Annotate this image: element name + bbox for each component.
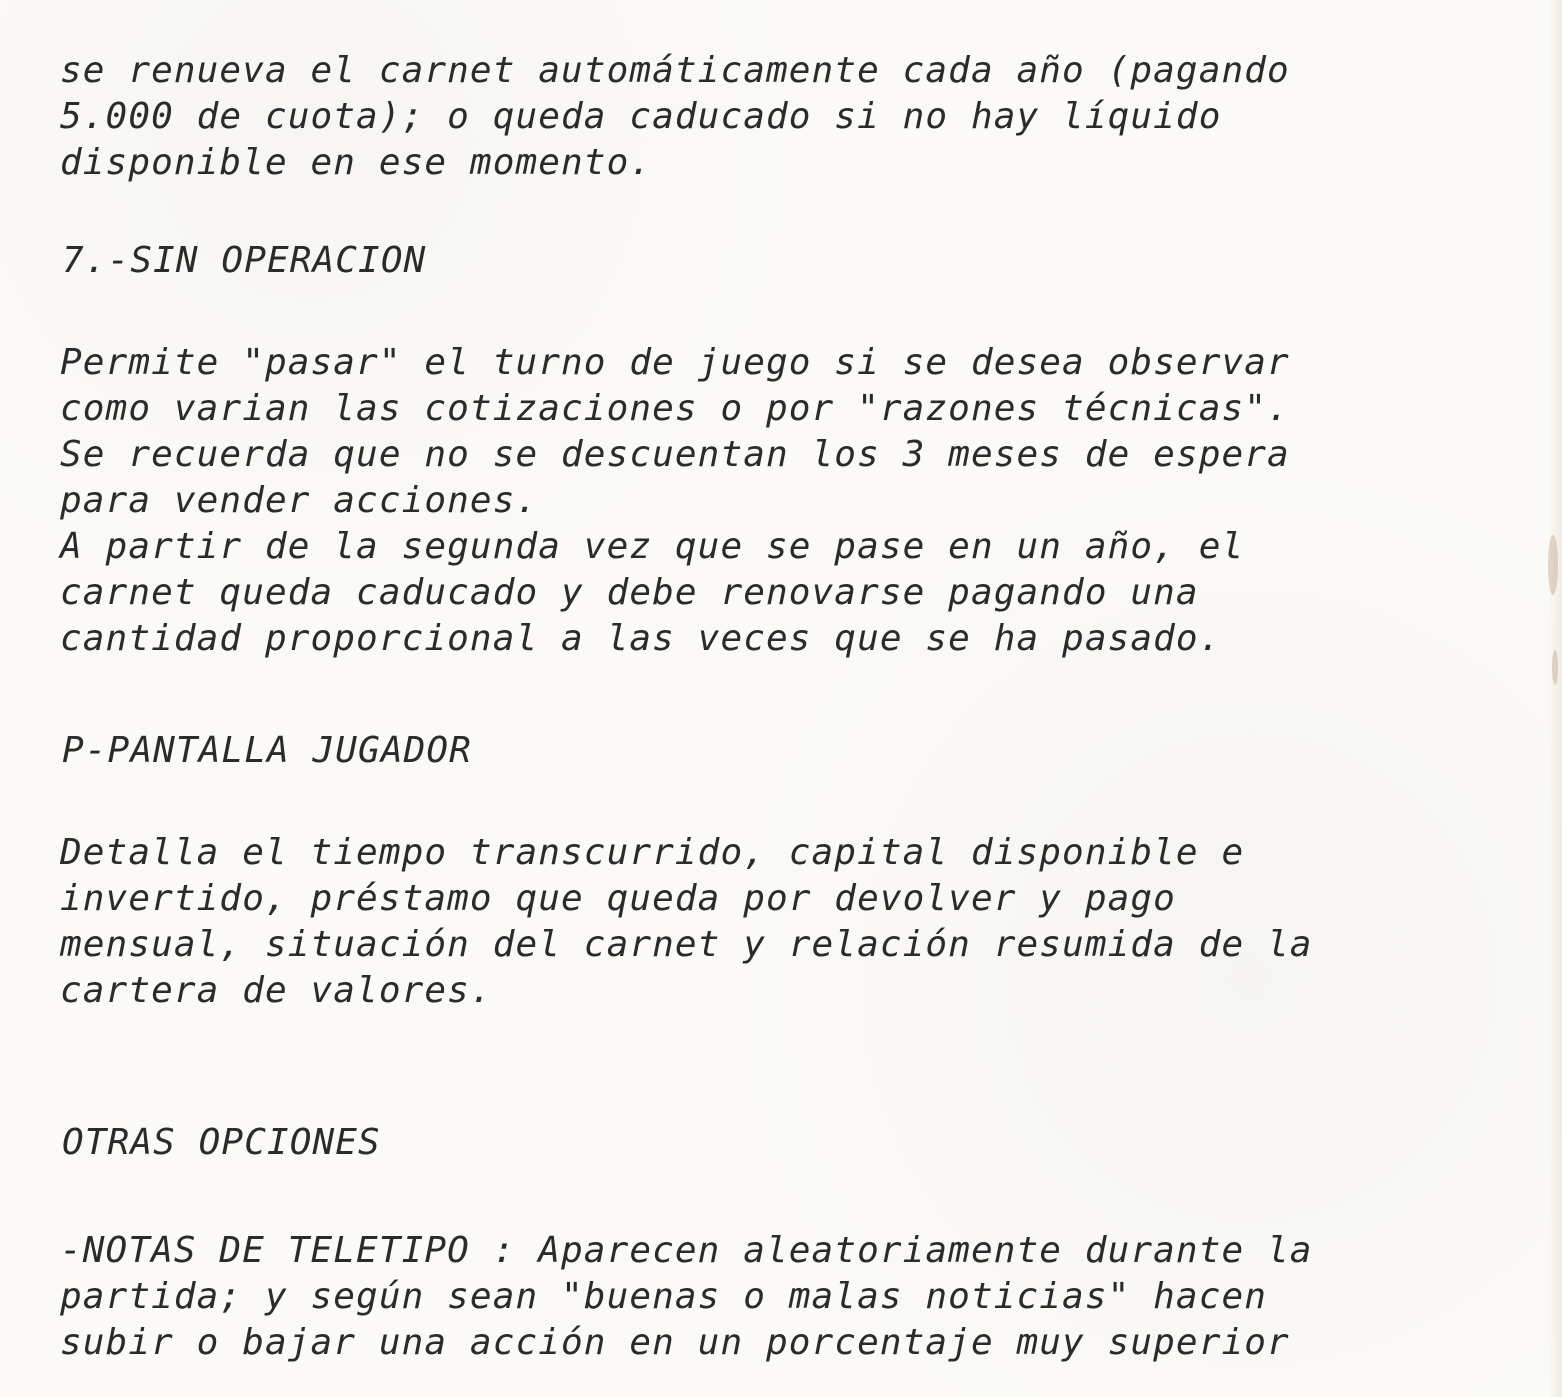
heading-sin-operacion: 7.-SIN OPERACION (62, 240, 427, 281)
page-edge (1548, 0, 1562, 1397)
paragraph-carnet-renewal: se renueva el carnet automáticamente cada año (pagando 5.000 de cuota); o queda caducado si no hay líquido disponible en ese momento. (60, 50, 1290, 183)
paragraph-notas-teletipo: -NOTAS DE TELETIPO : Aparecen aleatoriamente durante la partida; y según sean "buenas o malas noticias" hacen subir o bajar una acción en un porcentaje muy superior (60, 1230, 1313, 1363)
heading-pantalla-jugador: P-PANTALLA JUGADOR (62, 730, 472, 771)
paper-stain (1552, 650, 1558, 685)
paragraph-sin-operacion: Permite "pasar" el turno de juego si se desea observar como varian las cotizaciones o por "razones técnicas". Se recuerda que no se descuentan los 3 meses de espera para vender acciones. A partir de la segunda vez que se pase en un año, el carnet queda caducado y debe renovarse pagando una cantidad proporcional a las veces que se ha pasado. (60, 342, 1290, 659)
heading-otras-opciones: OTRAS OPCIONES (62, 1122, 381, 1163)
paragraph-pantalla-jugador: Detalla el tiempo transcurrido, capital disponible e invertido, préstamo que queda por devolver y pago mensual, situación del carnet y relación resumida de la cartera de valores. (60, 832, 1313, 1011)
paper-stain (1548, 535, 1558, 595)
